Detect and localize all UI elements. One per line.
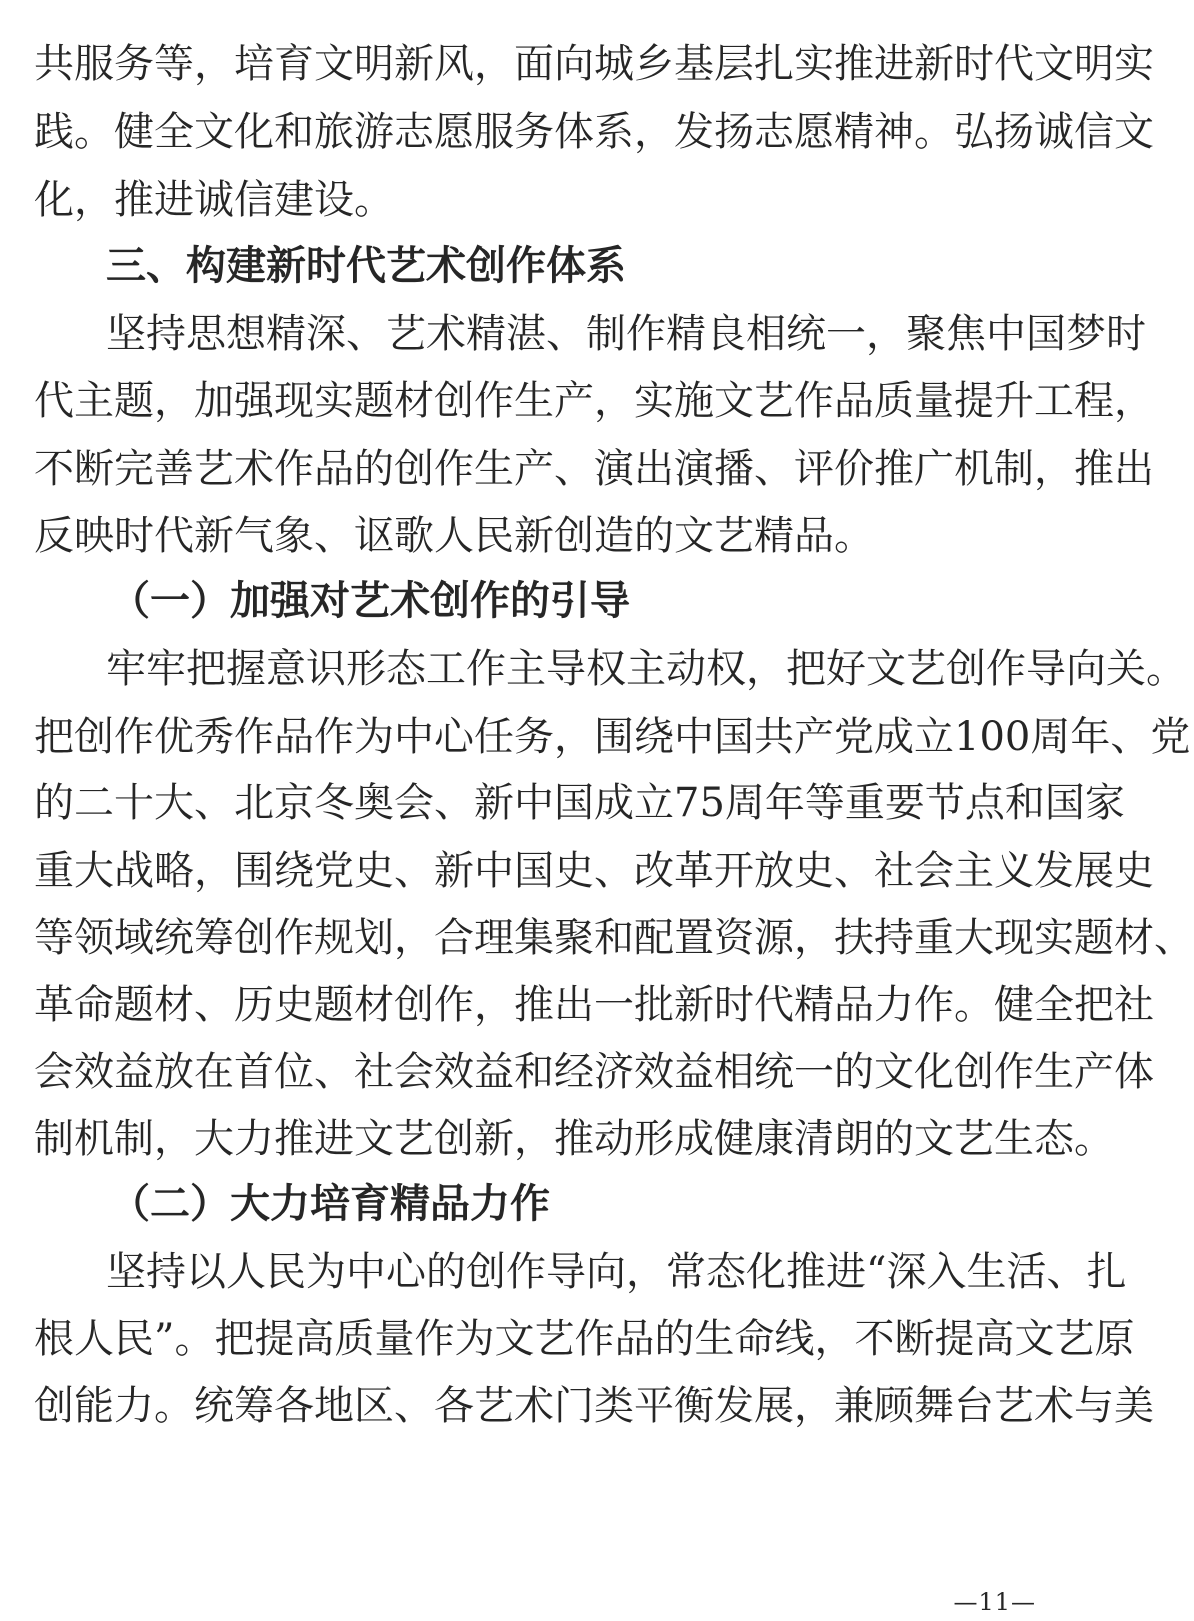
body-text-line: 反映时代新气象、讴歌人民新创造的文艺精品。	[34, 513, 874, 559]
subsection-heading: （二）大力培育精品力作	[110, 1181, 550, 1227]
section-heading: 三、构建新时代艺术创作体系	[106, 243, 626, 289]
body-text-line: 创能力。统筹各地区、各艺术门类平衡发展，兼顾舞台艺术与美	[34, 1383, 1154, 1429]
body-text-line: 制机制，大力推进文艺创新，推动形成健康清朗的文艺生态。	[34, 1116, 1114, 1162]
body-text-line: 会效益放在首位、社会效益和经济效益相统一的文化创作生产体	[34, 1049, 1154, 1095]
body-text-line: 践。健全文化和旅游志愿服务体系，发扬志愿精神。弘扬诚信文	[34, 109, 1154, 155]
body-text-line: 等领域统筹创作规划，合理集聚和配置资源，扶持重大现实题材、	[34, 915, 1194, 961]
body-text-line: 革命题材、历史题材创作，推出一批新时代精品力作。健全把社	[34, 982, 1154, 1028]
body-text-line: 共服务等，培育文明新风，面向城乡基层扎实推进新时代文明实	[34, 41, 1154, 87]
body-text-line: 坚持以人民为中心的创作导向，常态化推进“深入生活、扎	[106, 1249, 1127, 1295]
page-number: —11—	[953, 1588, 1036, 1616]
body-text-line: 坚持思想精深、艺术精湛、制作精良相统一，聚焦中国梦时	[106, 311, 1146, 357]
body-text-line: 牢牢把握意识形态工作主导权主动权，把好文艺创作导向关。	[106, 646, 1186, 692]
body-text-line: 把创作优秀作品作为中心任务，围绕中国共产党成立100周年、党	[34, 714, 1191, 760]
body-text-line: 代主题，加强现实题材创作生产，实施文艺作品质量提升工程，	[34, 378, 1154, 424]
body-text-line: 不断完善艺术作品的创作生产、演出演播、评价推广机制，推出	[34, 446, 1154, 492]
body-text-line: 重大战略，围绕党史、新中国史、改革开放史、社会主义发展史	[34, 848, 1154, 894]
body-text-line: 的二十大、北京冬奥会、新中国成立75周年等重要节点和国家	[34, 780, 1125, 826]
subsection-heading: （一）加强对艺术创作的引导	[110, 578, 630, 624]
body-text-line: 化，推进诚信建设。	[34, 177, 394, 223]
body-text-line: 根人民”。把提高质量作为文艺作品的生命线，不断提高文艺原	[34, 1316, 1135, 1362]
